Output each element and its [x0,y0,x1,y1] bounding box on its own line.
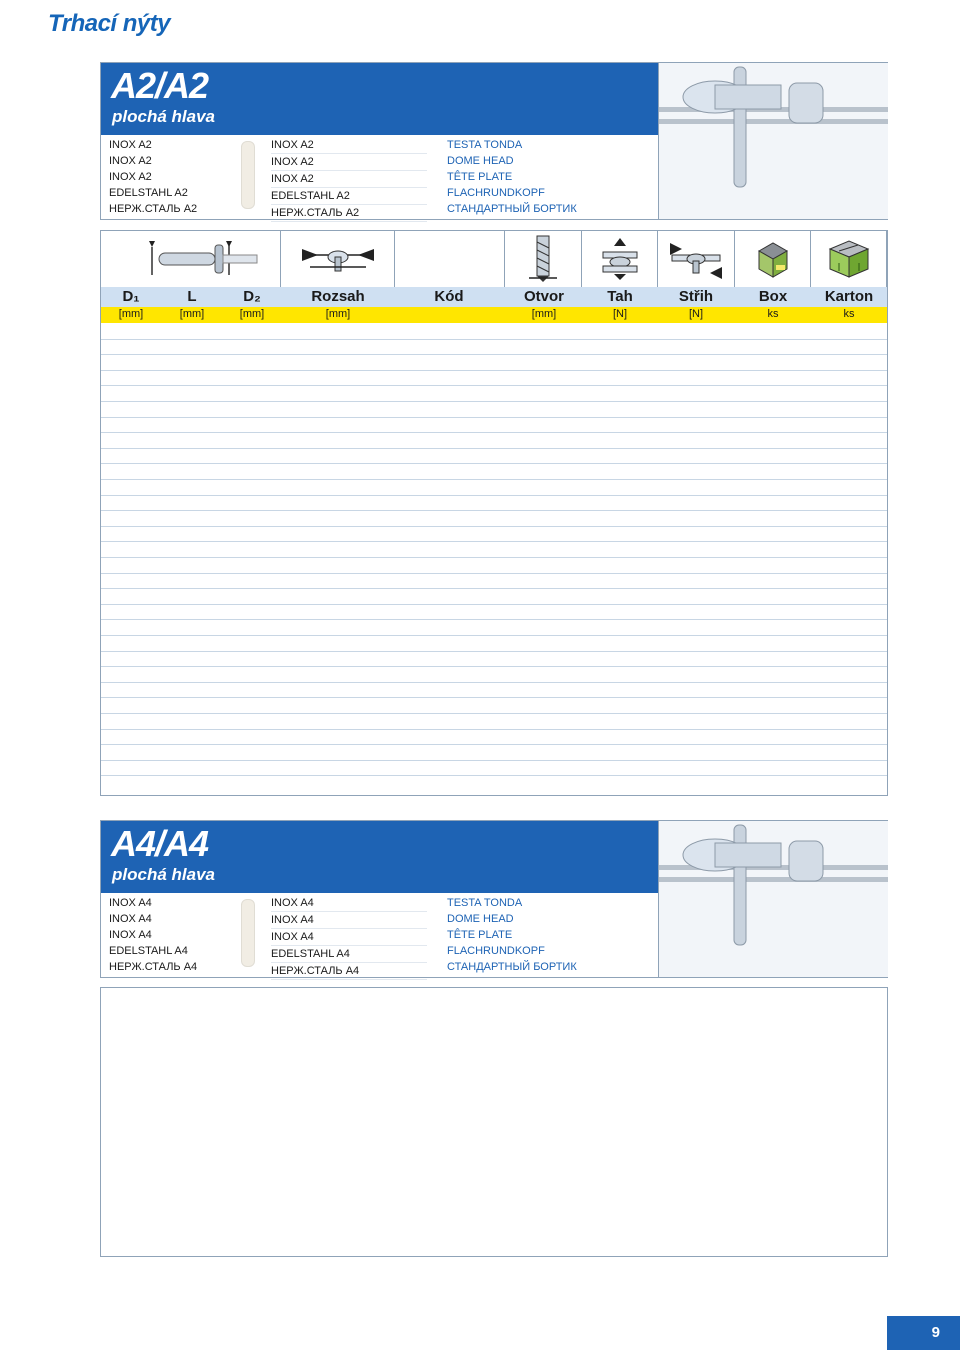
rivet-illustration [658,63,888,219]
row-divider [101,557,887,558]
column-header: Tah [607,288,633,305]
row-divider [101,448,887,449]
material-item: НЕРЖ.СТАЛЬ A2 [271,205,427,222]
head-type-item: TÊTE PLATE [447,171,513,183]
icon-cell-empty [395,231,505,287]
column-header: D₁ [122,288,140,305]
row-divider [101,370,887,371]
row-divider [101,760,887,761]
material-item: INOX A4 [271,912,427,929]
material-item: EDELSTAHL A4 [271,946,427,963]
material-item: INOX A2 [109,139,152,151]
column-headers [101,287,887,307]
row-divider [101,339,887,340]
product-title: A4/A4 [111,823,209,864]
product-title: A2/A2 [111,65,209,106]
column-unit: ks [843,308,855,320]
material-item: INOX A2 [109,171,152,183]
column-header: Karton [824,288,874,305]
row-divider [101,479,887,480]
head-type-item: DOME HEAD [447,155,514,167]
row-divider [101,682,887,683]
column-header: D₂ [243,288,261,305]
material-item: НЕРЖ.СТАЛЬ A4 [109,961,198,973]
icon-row [101,231,887,288]
page-number-badge [887,1316,960,1350]
material-list [109,895,197,975]
material-item: INOX A2 [271,154,427,171]
column-unit: [mm] [325,308,351,320]
product-header-a4 [100,820,888,978]
row-divider [101,697,887,698]
material-item: INOX A4 [271,895,427,912]
product-subtitle: plochá hlava [112,865,215,884]
column-header: L [187,288,197,305]
head-type-item: TESTA TONDA [447,139,523,151]
row-divider [101,401,887,402]
row-divider [101,495,887,496]
row-divider [101,541,887,542]
material-item: INOX A4 [109,913,152,925]
material-item: НЕРЖ.СТАЛЬ A2 [109,203,198,215]
head-type-item: FLACHRUNDKOPF [447,187,545,199]
column-unit: [N] [612,308,628,320]
head-type-item: TESTA TONDA [447,897,523,909]
head-type-item: FLACHRUNDKOPF [447,945,545,957]
column-unit: [mm] [531,308,557,320]
material-item: EDELSTAHL A2 [109,187,188,199]
row-divider [101,573,887,574]
row-divider [101,775,887,776]
material-item: INOX A2 [271,137,427,154]
tensile-force-icon [582,231,658,287]
product-subtitle: plochá hlava [112,107,215,126]
row-divider [101,635,887,636]
row-divider [101,713,887,714]
material-list-2 [271,895,427,980]
column-header: Střih [678,288,714,305]
column-header: Rozsah [311,288,365,305]
row-divider [101,588,887,589]
material-item: INOX A4 [109,929,152,941]
material-item: НЕРЖ.СТАЛЬ A4 [271,963,427,980]
row-divider [101,526,887,527]
column-unit: [N] [688,308,704,320]
material-list-2 [271,137,427,222]
product-table-a4 [100,987,888,1257]
box-icon [735,231,811,287]
head-type-item: СТАНДАРТНЫЙ БОРТИК [447,203,577,215]
rivet-illustration [658,821,888,977]
material-item: EDELSTAHL A2 [271,188,427,205]
material-list [109,137,197,217]
material-item: INOX A4 [271,929,427,946]
row-divider [101,651,887,652]
material-item: INOX A2 [271,171,427,188]
material-item: EDELSTAHL A4 [109,945,188,957]
row-divider [101,510,887,511]
column-header: Otvor [523,288,565,305]
product-title-banner [101,821,658,893]
column-header: Box [758,288,788,305]
product-title-banner [101,63,658,135]
rivet-dimensions-icon [101,231,281,287]
row-divider [101,354,887,355]
head-type-item: DOME HEAD [447,913,514,925]
divider [241,141,255,209]
column-unit: ks [767,308,779,320]
head-type-list [447,895,577,975]
head-type-item: TÊTE PLATE [447,929,513,941]
row-divider [101,744,887,745]
carton-icon [811,231,887,287]
row-divider [101,385,887,386]
grip-range-icon [281,231,395,287]
row-divider [101,666,887,667]
shear-force-icon [658,231,735,287]
drill-bit-icon [505,231,582,287]
column-unit: [mm] [179,308,205,320]
column-unit: [mm] [239,308,265,320]
product-table-a2 [100,230,888,796]
column-header: Kód [434,288,464,305]
column-units [101,307,887,323]
page-title: Trhací nýty [48,10,171,37]
material-item: INOX A2 [109,155,152,167]
page-number: 9 [931,1324,940,1341]
row-divider [101,604,887,605]
head-type-item: СТАНДАРТНЫЙ БОРТИК [447,961,577,973]
row-divider [101,417,887,418]
column-unit: [mm] [118,308,144,320]
row-divider [101,619,887,620]
product-header-a2 [100,62,888,220]
head-type-list [447,137,577,217]
row-divider [101,463,887,464]
row-divider [101,432,887,433]
material-item: INOX A4 [109,897,152,909]
divider [241,899,255,967]
row-divider [101,729,887,730]
